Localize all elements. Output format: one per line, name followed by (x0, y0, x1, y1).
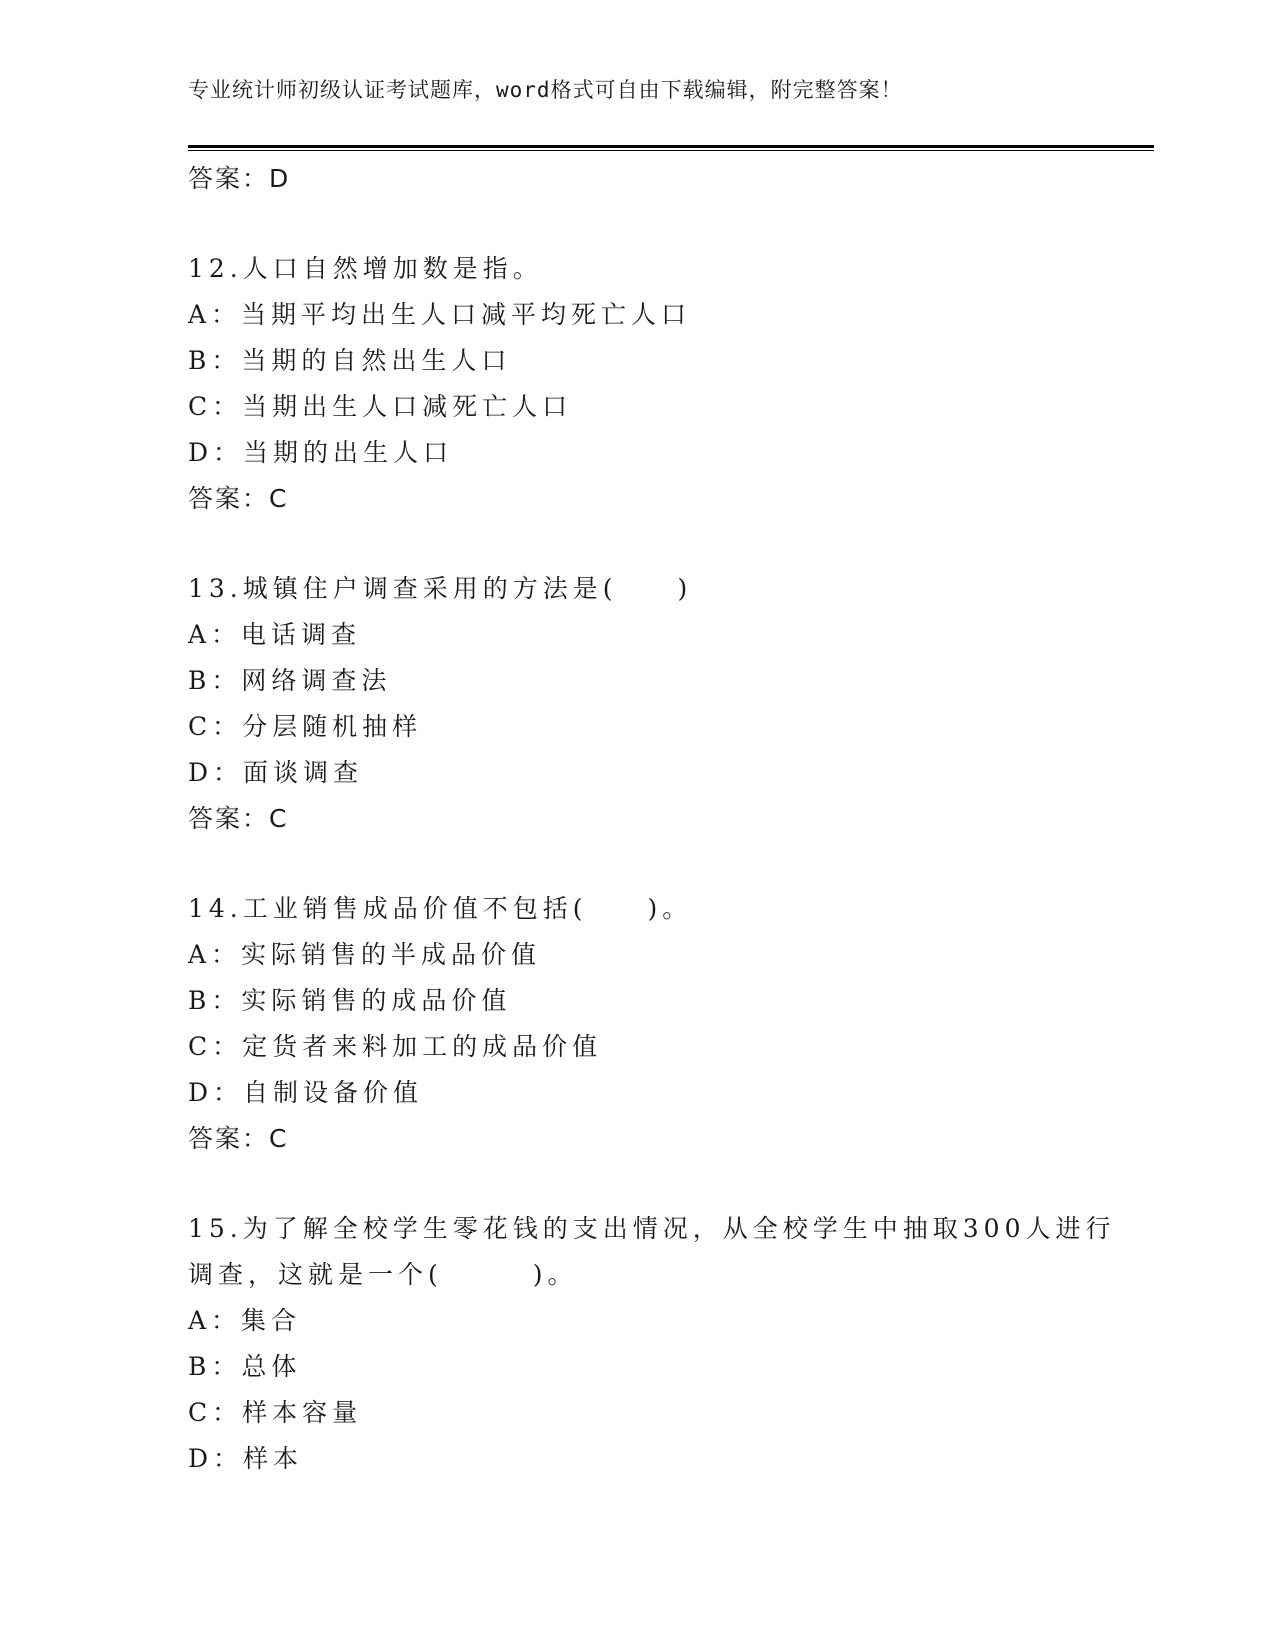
option-a: A：实际销售的半成品价值 (188, 940, 542, 969)
spacer (188, 522, 1088, 566)
question-12 (188, 246, 1088, 522)
answer: 答案：C (188, 484, 289, 513)
question-stem: 12.人口自然增加数是指。 (188, 254, 543, 283)
option-c: C：样本容量 (188, 1398, 363, 1427)
answer: 答案：C (188, 804, 289, 833)
page-header: 专业统计师初级认证考试题库，word格式可自由下载编辑，附完整答案！ (188, 78, 903, 102)
option-c: C：定货者来料加工的成品价值 (188, 1032, 603, 1061)
option-b: B：实际销售的成品价值 (188, 986, 512, 1015)
question-13 (188, 566, 1088, 842)
spacer (188, 1162, 1088, 1206)
question-14 (188, 886, 1088, 1162)
option-a: A：当期平均出生人口减平均死亡人口 (188, 300, 692, 329)
option-d: D：自制设备价值 (188, 1078, 424, 1107)
option-c: C：当期出生人口减死亡人口 (188, 392, 573, 421)
option-a: A：集合 (188, 1306, 302, 1335)
question-stem-line-2: 调查，这就是一个( )。 (188, 1260, 578, 1289)
option-b: B：网络调查法 (188, 666, 392, 695)
spacer (188, 202, 1088, 246)
option-b: B：总体 (188, 1352, 302, 1381)
answer: 答案：C (188, 1124, 289, 1153)
header-divider (188, 145, 1154, 148)
header-divider-thin (188, 150, 1154, 151)
question-15 (188, 1206, 1116, 1482)
option-a: A：电话调查 (188, 620, 362, 649)
option-c: C：分层随机抽样 (188, 712, 423, 741)
question-stem: 14.工业销售成品价值不包括( )。 (188, 894, 693, 923)
option-b: B：当期的自然出生人口 (188, 346, 512, 375)
spacer (188, 842, 1088, 886)
document-body (188, 156, 1116, 1482)
option-d: D：样本 (188, 1444, 304, 1473)
answer-11: 答案：D (188, 164, 291, 193)
question-stem: 13.城镇住户调查采用的方法是( ) (188, 574, 693, 603)
option-d: D：当期的出生人口 (188, 438, 454, 467)
option-d: D：面谈调查 (188, 758, 364, 787)
question-stem-line-1: 15.为了解全校学生零花钱的支出情况，从全校学生中抽取300人进行 (188, 1214, 1116, 1243)
